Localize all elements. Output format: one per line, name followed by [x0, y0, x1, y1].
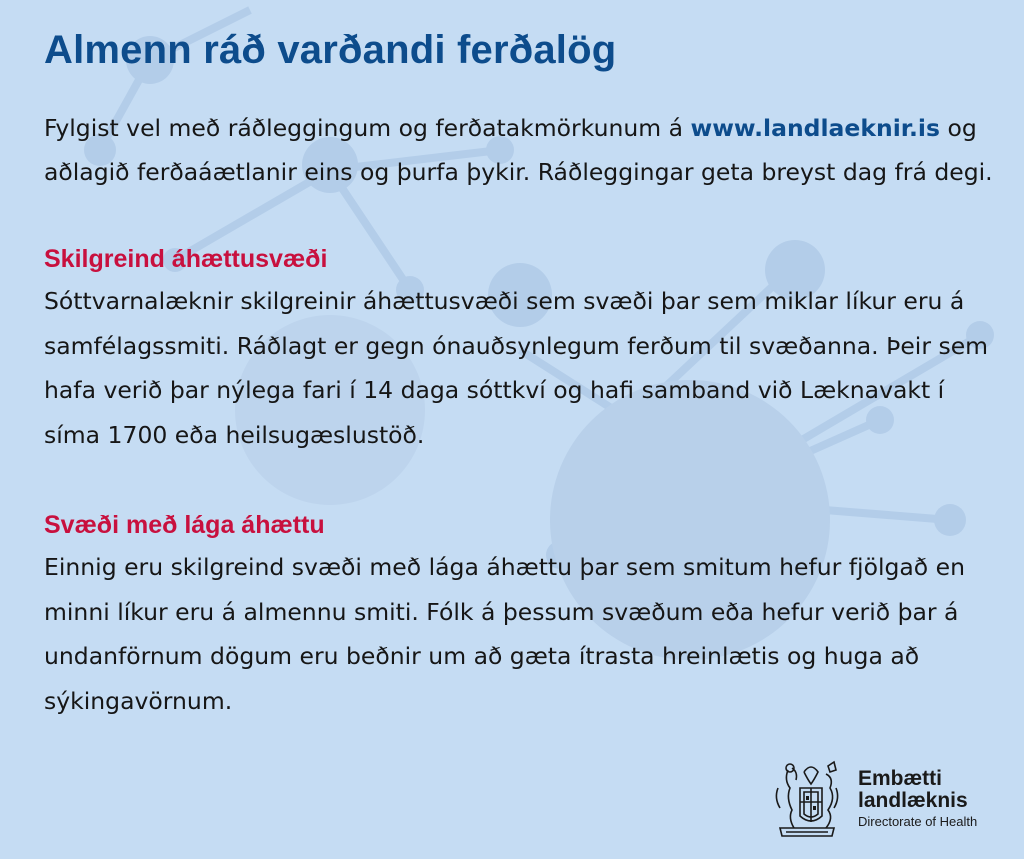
logo-line-3: Directorate of Health [858, 814, 978, 829]
section-text-low-risk-areas: Einnig eru skilgreind svæði með lága áhættu þar sem smitum hefur fjölgað en minni líkur eru á almennu smiti. Fólk á þessum svæðum eða hefur verið þar á undanförnum dögum eru beðnir um að gæta ítrasta hreinlætis og huga að sýkingavörnum. [44, 553, 966, 715]
section-heading-risk-areas: Skilgreind áhættusvæði [44, 245, 328, 273]
directorate-logo [770, 758, 1000, 842]
intro-text-before: Fylgist vel með ráðleggingum og ferðatakmörkunum á [44, 114, 691, 142]
logo-line-1: Embætti [858, 767, 942, 790]
coat-of-arms-icon [770, 758, 844, 838]
logo-text [858, 768, 977, 832]
intro-text-after: og aðlagið ferðaáætlanir eins og þurfa þykir. Ráðleggingar geta breyst dag frá degi. [44, 114, 993, 186]
section-heading-low-risk-areas: Svæði með lága áhættu [44, 511, 325, 539]
logo-line-2: landlæknis [858, 789, 968, 812]
website-link[interactable]: www.landlaeknir.is [690, 114, 940, 142]
intro-paragraph [44, 106, 994, 194]
page-title: Almenn ráð varðandi ferðalög [44, 28, 617, 72]
content-area [44, 22, 994, 723]
section-text-risk-areas: Sóttvarnalæknir skilgreinir áhættusvæði sem svæði þar sem miklar líkur eru á samfélagssmiti. Ráðlagt er gegn ónauðsynlegum ferðum til svæðanna. Þeir sem hafa verið þar nýlega fari í 14 daga sóttkví og hafi samband við Læknavakt í síma 1700 eða heilsugæslustöð. [44, 287, 989, 449]
